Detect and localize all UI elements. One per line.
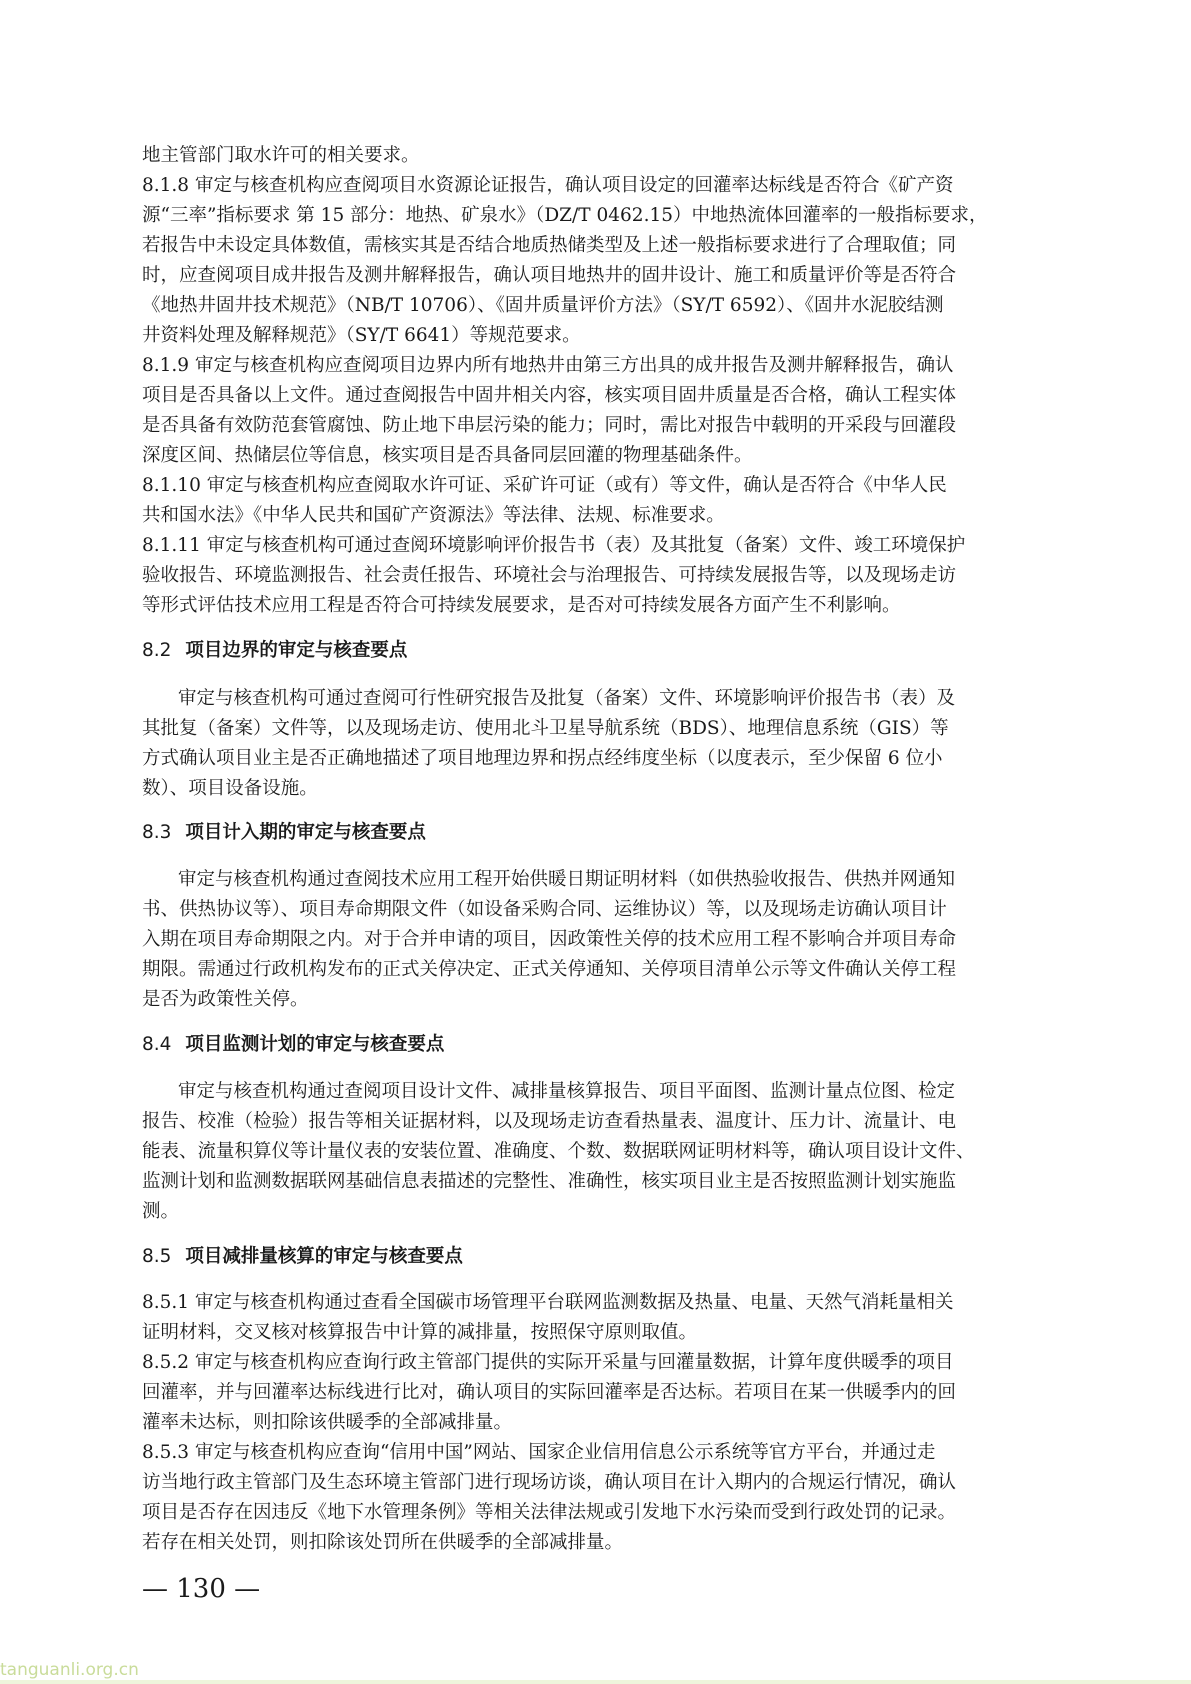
watermark-text: tanguanli.org.cn (0, 1660, 139, 1680)
text-line: 证明材料，交叉核对核算报告中计算的减排量，按照保守原则取值。 (142, 1322, 698, 1343)
text-line: 数）、项目设备设施。 (142, 778, 318, 799)
text-line: 书、供热协议等）、项目寿命期限文件（如设备采购合同、运维协议）等，以及现场走访确认项目计 (142, 899, 947, 920)
text-line: 地主管部门取水许可的相关要求。 (142, 145, 420, 166)
text-line: 8.1.11 审定与核查机构可通过查阅环境影响评价报告书（表）及其批复（备案）文件、竣工环境保护 (142, 535, 966, 556)
section-heading-8-4 (142, 1030, 444, 1060)
text-line: 是否具备有效防范套管腐蚀、防止地下串层污染的能力；同时，需比对报告中载明的开采段与回灌段 (142, 415, 957, 436)
text-line: 共和国水法》《中华人民共和国矿产资源法》等法律、法规、标准要求。 (142, 505, 725, 526)
section-number: 8.2 (142, 640, 172, 661)
text-line: 回灌率，并与回灌率达标线进行比对，确认项目的实际回灌率是否达标。若项目在某一供暖季内的回 (142, 1382, 957, 1403)
section-title: 项目计入期的审定与核查要点 (185, 822, 426, 843)
text-line: 期限。需通过行政机构发布的正式关停决定、正式关停通知、关停项目清单公示等文件确认关停工程 (142, 959, 957, 980)
text-line: 审定与核查机构通过查阅技术应用工程开始供暖日期证明材料（如供热验收报告、供热并网通知 (178, 869, 956, 890)
text-line: 入期在项目寿命期限之内。对于合并申请的项目，因政策性关停的技术应用工程不影响合并项目寿命 (142, 929, 957, 950)
text-line: 8.1.9 审定与核查机构应查阅项目边界内所有地热井由第三方出具的成井报告及测井解释报告，确认 (142, 355, 954, 376)
text-line: 等形式评估技术应用工程是否符合可持续发展要求，是否对可持续发展各方面产生不利影响。 (142, 595, 901, 616)
text-line: 时，应查阅项目成井报告及测井解释报告，确认项目地热井的固井设计、施工和质量评价等是否符合 (142, 265, 957, 286)
text-line: 能表、流量积算仪等计量仪表的安装位置、准确度、个数、数据联网证明材料等，确认项目设计文件、 (142, 1141, 975, 1162)
text-line: 测。 (142, 1201, 180, 1222)
section-number: 8.5 (142, 1246, 172, 1267)
section-title: 项目监测计划的审定与核查要点 (185, 1034, 445, 1055)
text-line: 访当地行政主管部门及生态环境主管部门进行现场访谈，确认项目在计入期内的合规运行情况，确认 (142, 1472, 957, 1493)
text-line: 监测计划和监测数据联网基础信息表描述的完整性、准确性，核实项目业主是否按照监测计划实施监 (142, 1171, 957, 1192)
text-line: 审定与核查机构通过查阅项目设计文件、减排量核算报告、项目平面图、监测计量点位图、检定 (178, 1081, 956, 1102)
text-line: 8.1.10 审定与核查机构应查阅取水许可证、采矿许可证（或有）等文件，确认是否符合《中华人民 (142, 475, 947, 496)
section-heading-8-5 (142, 1242, 463, 1272)
text-line: 报告、校准（检验）报告等相关证据材料，以及现场走访查看热量表、温度计、压力计、流量计、电 (142, 1111, 957, 1132)
watermark-band (0, 1680, 1191, 1684)
section-title: 项目减排量核算的审定与核查要点 (185, 1246, 463, 1267)
text-line: 《地热井固井技术规范》（NB/T 10706）、《固井质量评价方法》（SY/T 6592）、《固井水泥胶结测 (142, 295, 944, 316)
page-number: — 130 — (142, 1574, 261, 1604)
section-title: 项目边界的审定与核查要点 (185, 640, 408, 661)
text-line: 若报告中未设定具体数值，需核实其是否结合地质热储类型及上述一般指标要求进行了合理取值；同 (142, 235, 957, 256)
text-line: 审定与核查机构可通过查阅可行性研究报告及批复（备案）文件、环境影响评价报告书（表）及 (178, 688, 956, 709)
text-line: 其批复（备案）文件等，以及现场走访、使用北斗卫星导航系统（BDS）、地理信息系统（GIS）等 (142, 718, 949, 739)
section-heading-8-2 (142, 636, 407, 666)
text-line: 8.5.2 审定与核查机构应查询行政主管部门提供的实际开采量与回灌量数据，计算年度供暖季的项目 (142, 1352, 954, 1373)
text-line: 项目是否具备以上文件。通过查阅报告中固井相关内容，核实项目固井质量是否合格，确认工程实体 (142, 385, 957, 406)
text-line: 是否为政策性关停。 (142, 989, 309, 1010)
text-line: 灌率未达标，则扣除该供暖季的全部减排量。 (142, 1412, 513, 1433)
text-line: 验收报告、环境监测报告、社会责任报告、环境社会与治理报告、可持续发展报告等，以及现场走访 (142, 565, 957, 586)
section-number: 8.4 (142, 1034, 172, 1055)
text-line: 源“三率”指标要求 第 15 部分：地热、矿泉水》（DZ/T 0462.15）中地热流体回灌率的一般指标要求， (142, 205, 988, 226)
text-line: 8.1.8 审定与核查机构应查阅项目水资源论证报告，确认项目设定的回灌率达标线是否符合《矿产资 (142, 175, 954, 196)
text-line: 若存在相关处罚，则扣除该处罚所在供暖季的全部减排量。 (142, 1532, 624, 1553)
section-heading-8-3 (142, 818, 426, 848)
text-line: 深度区间、热储层位等信息，核实项目是否具备同层回灌的物理基础条件。 (142, 445, 753, 466)
text-line: 8.5.1 审定与核查机构通过查看全国碳市场管理平台联网监测数据及热量、电量、天然气消耗量相关 (142, 1292, 954, 1313)
text-line: 井资料处理及解释规范》（SY/T 6641）等规范要求。 (142, 325, 581, 346)
text-line: 方式确认项目业主是否正确地描述了项目地理边界和拐点经纬度坐标（以度表示，至少保留 6 位小 (142, 748, 943, 769)
section-number: 8.3 (142, 822, 172, 843)
text-line: 8.5.3 审定与核查机构应查询“信用中国”网站、国家企业信用信息公示系统等官方平台，并通过走 (142, 1442, 936, 1463)
text-line: 项目是否存在因违反《地下水管理条例》等相关法律法规或引发地下水污染而受到行政处罚的记录。 (142, 1502, 957, 1523)
